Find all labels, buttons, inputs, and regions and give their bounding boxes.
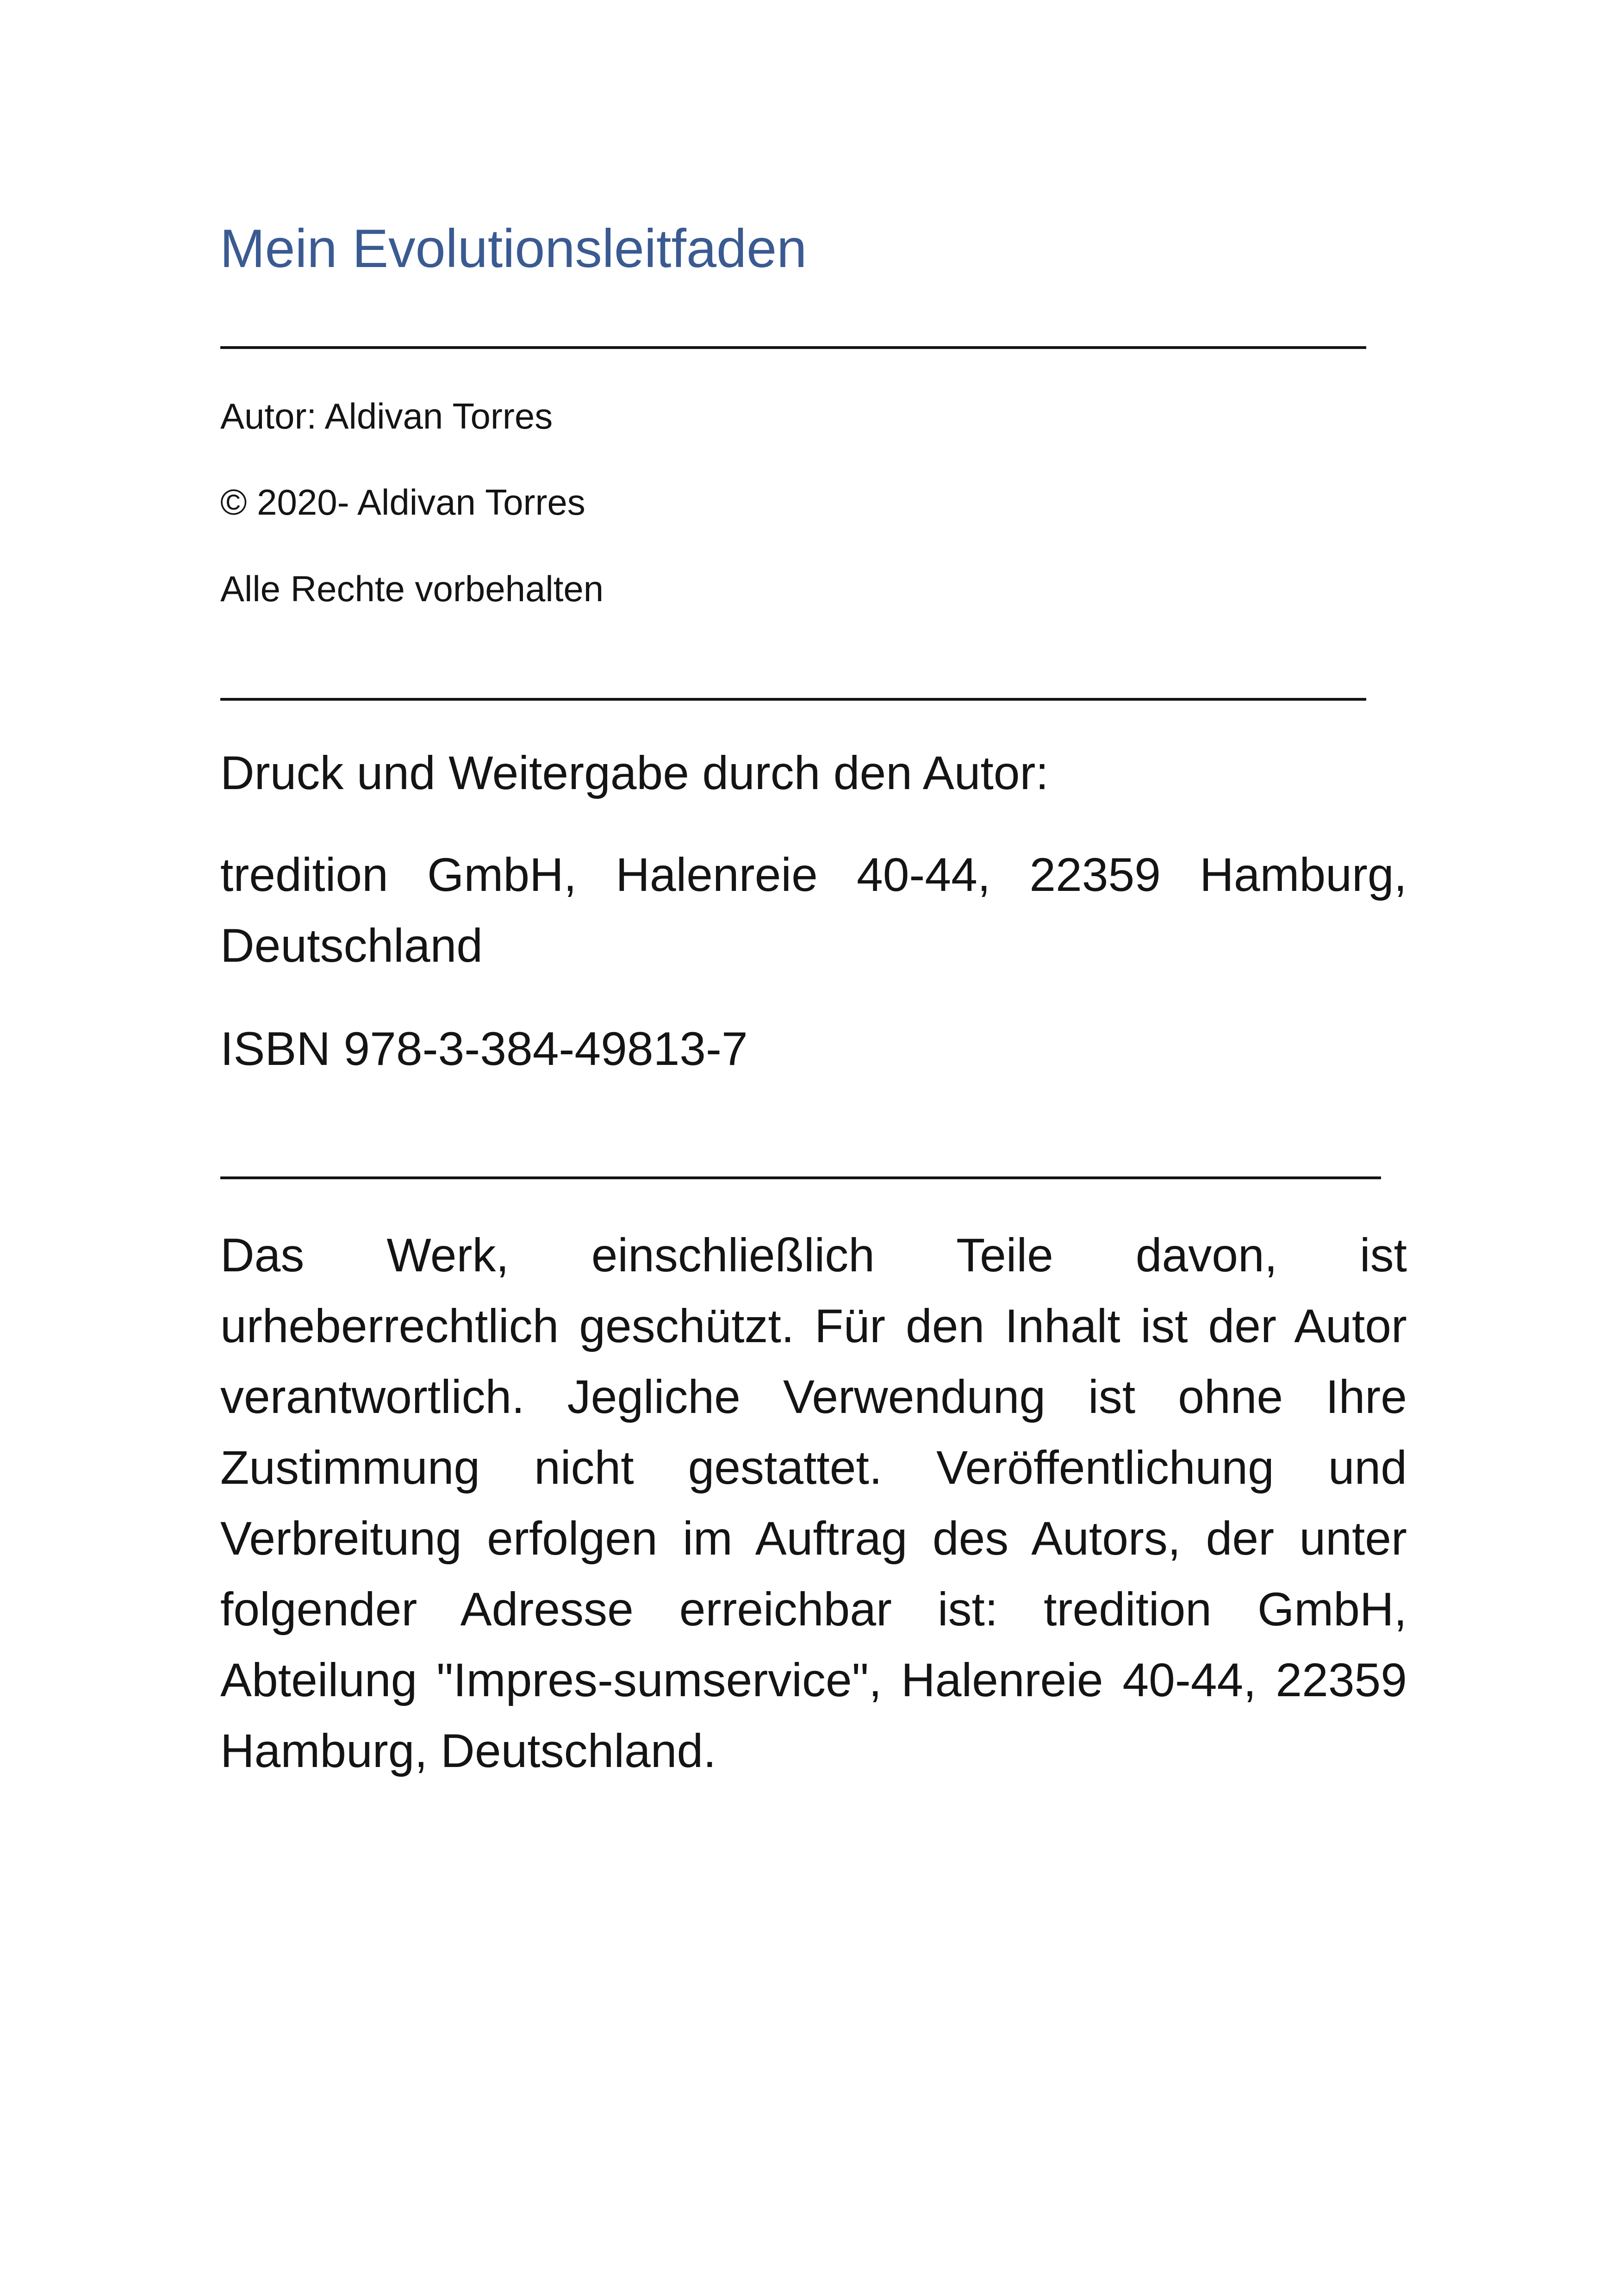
legal-notice: Das Werk, einschließlich Teile davon, ist urheberrechtlich geschützt. Für den Inhalt ist der Autor verantwortlich. Jegliche Verwendung ist ohne Ihre Zustimmung nicht gestattet. Veröffentlichung und Verbreitung erfolgen im Auftrag des Autors, der unter folgender Adresse erreichbar ist: tredition GmbH, Abteilung "Impres-sumservice", Halenreie 40-44, 22359 Hamburg, Deutschland. bbox=[220, 1229, 1407, 1777]
separator-line bbox=[220, 1176, 1381, 1179]
separator-line bbox=[220, 698, 1366, 701]
separator-line bbox=[220, 346, 1366, 349]
rights-line: Alle Rechte vorbehalten bbox=[220, 568, 604, 609]
copyright-line: © 2020- Aldivan Torres bbox=[220, 482, 585, 523]
book-title: Mein Evolutionsleitfaden bbox=[220, 218, 807, 279]
printer-heading: Druck und Weitergabe durch den Autor: bbox=[220, 747, 1049, 799]
printer-address: tredition GmbH, Halenreie 40-44, 22359 Hamburg, Deutschland bbox=[220, 848, 1407, 972]
isbn-line: ISBN 978-3-384-49813-7 bbox=[220, 1022, 748, 1075]
author-line: Autor: Aldivan Torres bbox=[220, 396, 553, 436]
